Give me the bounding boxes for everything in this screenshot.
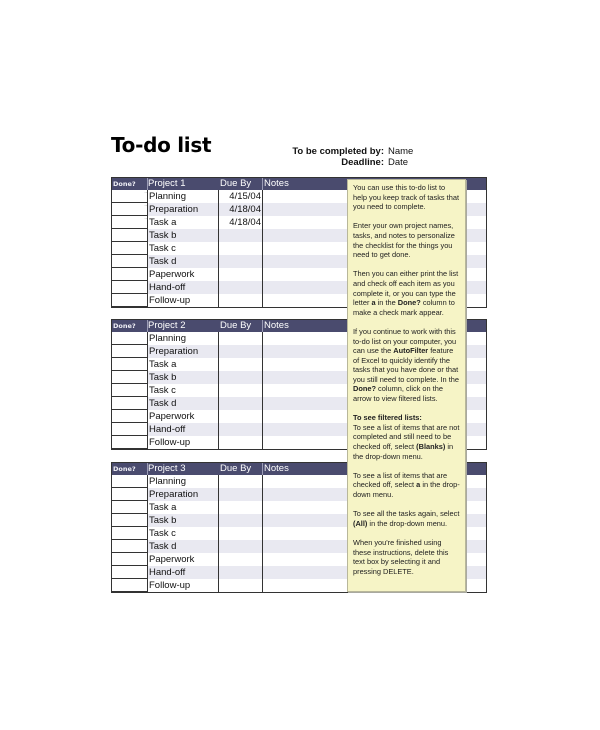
- notes-column-header: Notes: [264, 463, 289, 474]
- task-cell[interactable]: Task c: [149, 528, 176, 539]
- done-cell[interactable]: [112, 294, 147, 307]
- done-cell[interactable]: [112, 527, 147, 540]
- done-cell[interactable]: [112, 540, 147, 553]
- task-cell[interactable]: Planning: [149, 191, 186, 202]
- task-cell[interactable]: Planning: [149, 333, 186, 344]
- done-column-header[interactable]: Done?: [113, 322, 136, 330]
- instruction-intro: You can use this to-do list to help you keep track of tasks that you need to complete.: [353, 183, 459, 212]
- deadline-label: Deadline:: [341, 157, 384, 168]
- task-cell[interactable]: Task d: [149, 256, 177, 267]
- done-cell[interactable]: [112, 423, 147, 436]
- project-name-header[interactable]: Project 1: [148, 178, 186, 189]
- done-cell[interactable]: [112, 397, 147, 410]
- task-cell[interactable]: Preparation: [149, 346, 199, 357]
- instruction-autofilter: If you continue to work with this to-do list on your computer, you can use the AutoFilter feature of Excel to quickly identify the tasks that you have done or that you still need to complete. In the Done? column, click on the arrow to view filtered lists.: [353, 326, 459, 404]
- due-by-column-header: Due By: [220, 320, 252, 331]
- project-name-header[interactable]: Project 2: [148, 320, 186, 331]
- instruction-all: To see all the tasks again, select (All) in the drop-down menu.: [353, 509, 460, 528]
- done-cell[interactable]: ¨: [112, 190, 147, 203]
- task-cell[interactable]: Task b: [149, 372, 177, 383]
- task-cell[interactable]: Task c: [149, 243, 176, 254]
- task-cell[interactable]: Hand-off: [149, 424, 186, 435]
- task-cell[interactable]: Preparation: [149, 489, 199, 500]
- task-cell[interactable]: Preparation: [149, 204, 199, 215]
- done-cell[interactable]: ¨: [112, 216, 147, 229]
- done-cell[interactable]: [112, 501, 147, 514]
- task-cell[interactable]: Task a: [149, 502, 177, 513]
- task-cell[interactable]: Task d: [149, 541, 177, 552]
- header-meta: [260, 146, 490, 172]
- done-cell[interactable]: [112, 410, 147, 423]
- task-cell[interactable]: Task d: [149, 398, 177, 409]
- task-cell[interactable]: Task c: [149, 385, 176, 396]
- completed-by-label: To be completed by:: [292, 146, 384, 157]
- done-cell[interactable]: [112, 579, 147, 592]
- task-cell[interactable]: Hand-off: [149, 282, 186, 293]
- done-cell[interactable]: [112, 268, 147, 281]
- notes-column-header: Notes: [264, 320, 289, 331]
- task-cell[interactable]: Follow-up: [149, 437, 191, 448]
- task-cell[interactable]: Follow-up: [149, 580, 191, 591]
- instructions-text-box[interactable]: [347, 179, 466, 592]
- notes-column-header: Notes: [264, 178, 289, 189]
- task-cell[interactable]: Task b: [149, 230, 177, 241]
- instruction-checked: To see a list of items that are checked off, select a in the drop-down menu.: [353, 470, 460, 499]
- done-column-header[interactable]: Done?: [113, 465, 136, 473]
- task-cell[interactable]: Follow-up: [149, 295, 191, 306]
- task-cell[interactable]: Task a: [149, 217, 177, 228]
- done-cell[interactable]: [112, 358, 147, 371]
- done-cell[interactable]: [112, 553, 147, 566]
- done-column-header[interactable]: Done?: [113, 180, 136, 188]
- done-cell[interactable]: [112, 242, 147, 255]
- due-date-cell[interactable]: 4/15/04: [229, 191, 261, 202]
- done-cell[interactable]: [112, 436, 147, 449]
- project-name-header[interactable]: Project 3: [148, 463, 186, 474]
- task-cell[interactable]: Task b: [149, 515, 177, 526]
- done-cell[interactable]: [112, 332, 147, 345]
- done-cell[interactable]: [112, 281, 147, 294]
- due-date-cell[interactable]: 4/18/04: [229, 217, 261, 228]
- done-cell[interactable]: [112, 514, 147, 527]
- due-by-column-header: Due By: [220, 178, 252, 189]
- done-cell[interactable]: ¨: [112, 203, 147, 216]
- done-cell[interactable]: [112, 384, 147, 397]
- page-title: To-do list: [111, 133, 212, 157]
- done-cell[interactable]: [112, 255, 147, 268]
- done-cell[interactable]: [112, 229, 147, 242]
- task-cell[interactable]: Planning: [149, 476, 186, 487]
- instruction-print: Then you can either print the list and check off each item as you complete it, or you can type the letter a in the Done? column to make a check mark appear.: [353, 269, 459, 317]
- done-cell[interactable]: [112, 475, 147, 488]
- done-cell[interactable]: [112, 566, 147, 579]
- deadline-value[interactable]: Date: [388, 157, 409, 168]
- done-cell[interactable]: [112, 488, 147, 501]
- instruction-delete: When you're finished using these instructions, delete this text box by selecting it and pressing DELETE.: [353, 537, 449, 576]
- instruction-filter-heading: To see filtered lists:: [353, 413, 422, 423]
- instruction-personalize: Enter your own project names, tasks, and notes to personalize the checklist for the things you need to get done.: [353, 221, 455, 260]
- task-cell[interactable]: Task a: [149, 359, 177, 370]
- due-date-cell[interactable]: 4/18/04: [229, 204, 261, 215]
- task-cell[interactable]: Paperwork: [149, 269, 195, 280]
- task-cell[interactable]: Paperwork: [149, 411, 195, 422]
- done-cell[interactable]: [112, 345, 147, 358]
- task-cell[interactable]: Paperwork: [149, 554, 195, 565]
- instruction-blanks: To see a list of items that are not completed and still need to be checked off, select (Blanks) in the drop-down menu.: [353, 422, 460, 461]
- task-cell[interactable]: Hand-off: [149, 567, 186, 578]
- done-cell[interactable]: [112, 371, 147, 384]
- due-by-column-header: Due By: [220, 463, 252, 474]
- completed-by-value[interactable]: Name: [388, 146, 414, 157]
